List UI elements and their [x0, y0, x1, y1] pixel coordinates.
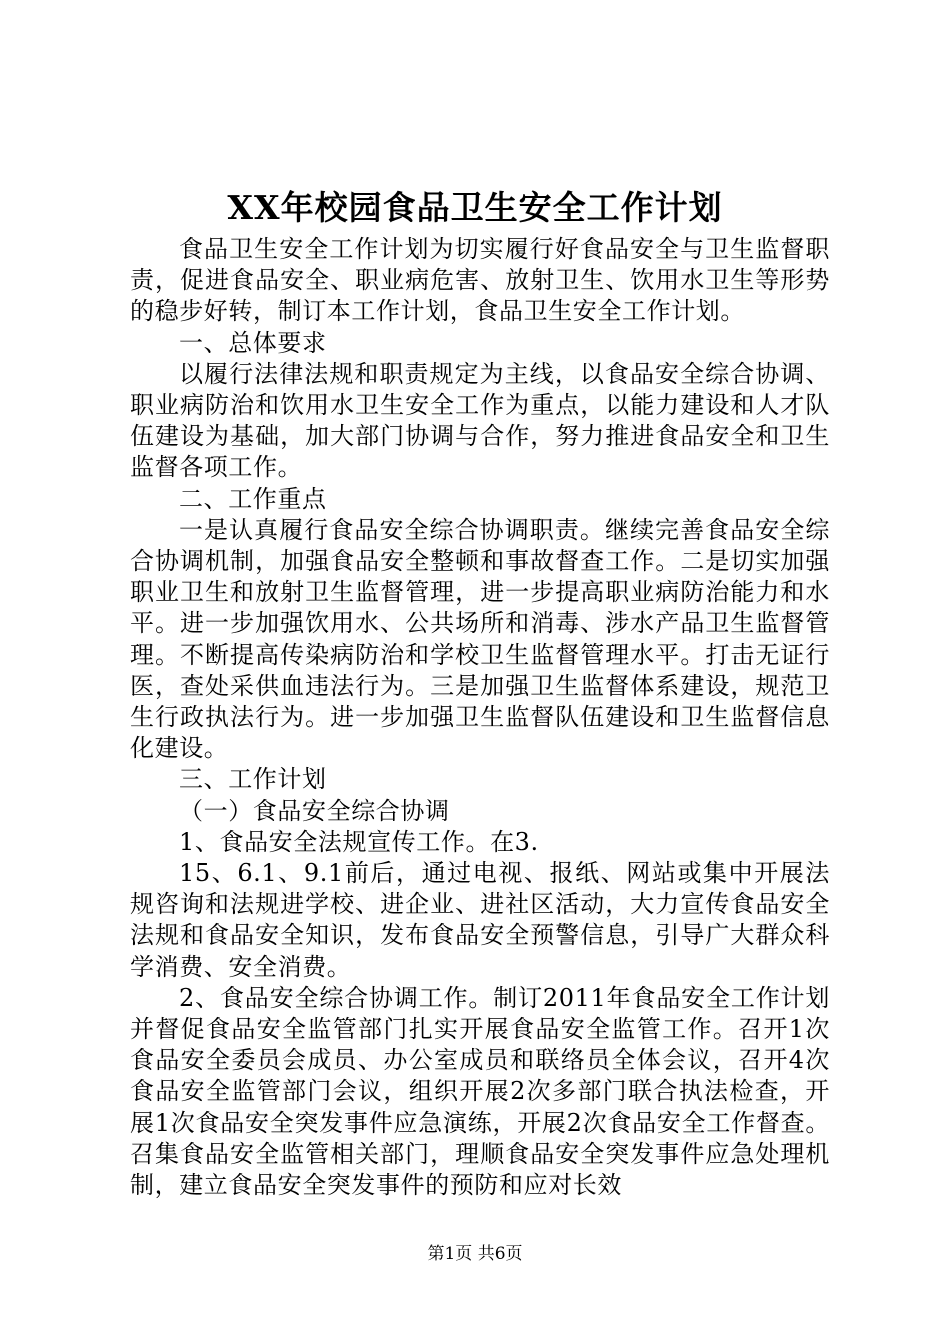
subsection-heading-coordination: （一）食品安全综合协调 [179, 796, 450, 825]
section-heading-general-requirements: 一、总体要求 [179, 328, 327, 357]
paragraph-item-1-continued: 15、6.1、9.1前后，通过电视、报纸、网站或集中开展法规咨询和法规进学校、进企业、进社区活动，大力宣传食品安全法规和食品安全知识，发布食品安全预警信息，引导广大群众科学消费、安全消费。 [130, 859, 830, 981]
paragraph-intro: 食品卫生安全工作计划为切实履行好食品安全与卫生监督职责，促进食品安全、职业病危害、放射卫生、饮用水卫生等形势的稳步好转，制订本工作计划，食品卫生安全工作计划。 [130, 235, 830, 326]
document-title: XX年校园食品卫生安全工作计划 [227, 188, 723, 227]
paragraph-work-focus: 一是认真履行食品安全综合协调职责。继续完善食品安全综合协调机制，加强食品安全整顿和事故督查工作。二是切实加强职业卫生和放射卫生监督管理，进一步提高职业病防治能力和水平。进一步加强饮用水、公共场所和消毒、涉水产品卫生监督管理。不断提高传染病防治和学校卫生监督管理水平。打击无证行医，查处采供血违法行为。三是加强卫生监督体系建设，规范卫生行政执法行为。进一步加强卫生监督队伍建设和卫生监督信息化建设。 [130, 515, 830, 763]
page-footer: 第1页 共6页 [427, 1244, 523, 1264]
document-body [130, 234, 830, 1201]
paragraph-item-2: 2、食品安全综合协调工作。制订2011年食品安全工作计划并督促食品安全监管部门扎实开展食品安全监管工作。召开1次食品安全委员会成员、办公室成员和联络员全体会议，召开4次食品安全监管部门会议，组织开展2次多部门联合执法检查，开展1次食品安全突发事件应急演练，开展2次食品安全工作督查。召集食品安全监管相关部门，理顺食品安全突发事件应急处理机制，建立食品安全突发事件的预防和应对长效 [130, 983, 830, 1200]
section-heading-work-plan: 三、工作计划 [179, 765, 327, 794]
paragraph-item-1: 1、食品安全法规宣传工作。在3. [179, 827, 539, 856]
paragraph-general-requirements: 以履行法律法规和职责规定为主线，以食品安全综合协调、职业病防治和饮用水卫生安全工作为重点，以能力建设和人才队伍建设为基础，加大部门协调与合作，努力推进食品安全和卫生监督各项工作。 [130, 359, 830, 482]
section-heading-work-focus: 二、工作重点 [179, 484, 327, 513]
